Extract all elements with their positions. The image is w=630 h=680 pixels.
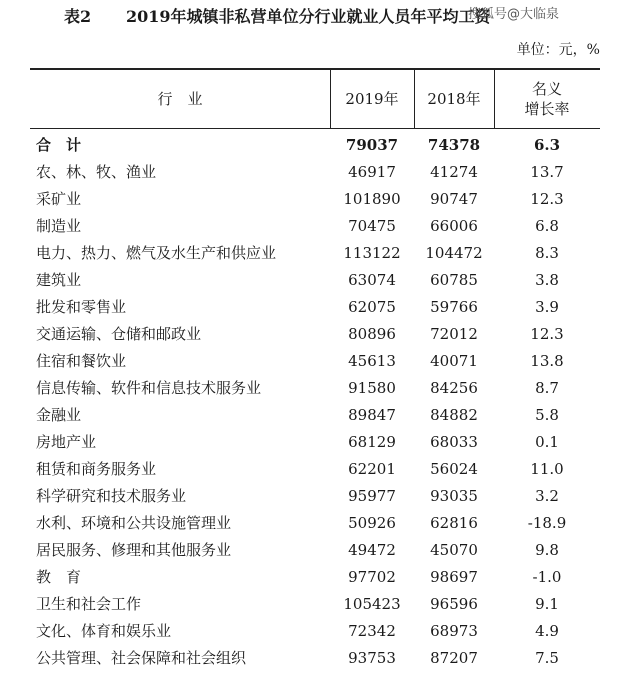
- wage-2019-cell: 113122: [343, 244, 401, 262]
- growth-cell: 12.3: [530, 325, 564, 343]
- wage-2018-cell: 90747: [430, 190, 478, 208]
- growth-cell: 7.5: [535, 649, 559, 667]
- wage-2019-cell: 97702: [348, 568, 396, 586]
- wage-2018-cell: 98697: [430, 568, 478, 586]
- growth-cell: -1.0: [532, 568, 562, 586]
- industry-cell: 合 计: [36, 136, 82, 154]
- table-row: [30, 402, 600, 429]
- wage-2019-cell: 95977: [348, 487, 396, 505]
- table-row: [30, 429, 600, 456]
- table-row: [30, 321, 600, 348]
- wage-2019-cell: 105423: [343, 595, 401, 613]
- table-row: [30, 564, 600, 591]
- table-row: [30, 159, 600, 186]
- wage-2018-cell: 40071: [430, 352, 478, 370]
- wage-2018-cell: 68973: [430, 622, 478, 640]
- header-growth-line2: 增长率: [524, 100, 570, 118]
- table-row: [30, 240, 600, 267]
- wage-2019-cell: 72342: [348, 622, 396, 640]
- industry-cell: 建筑业: [36, 271, 82, 289]
- growth-cell: 8.7: [535, 379, 559, 397]
- growth-cell: 13.8: [530, 352, 564, 370]
- growth-cell: 3.9: [535, 298, 559, 316]
- table-body: [30, 132, 600, 672]
- table-title-text: 2019年城镇非私营单位分行业就业人员年平均工资: [126, 7, 491, 26]
- table-row: [30, 510, 600, 537]
- wage-2018-cell: 59766: [430, 298, 478, 316]
- industry-cell: 房地产业: [36, 433, 97, 451]
- industry-cell: 科学研究和技术服务业: [36, 487, 187, 505]
- industry-cell: 教 育: [36, 568, 82, 586]
- table-row: [30, 375, 600, 402]
- industry-cell: 农、林、牧、渔业: [36, 163, 157, 181]
- industry-cell: 制造业: [36, 217, 82, 235]
- wage-2018-cell: 87207: [430, 649, 478, 667]
- wage-2019-cell: 101890: [343, 190, 401, 208]
- wage-2019-cell: 80896: [348, 325, 396, 343]
- header-industry: 行 业: [157, 90, 203, 108]
- wage-2019-cell: 91580: [348, 379, 396, 397]
- wage-2018-cell: 96596: [430, 595, 478, 613]
- growth-cell: 9.1: [535, 595, 559, 613]
- wage-2018-cell: 74378: [427, 136, 481, 154]
- industry-cell: 居民服务、修理和其他服务业: [36, 541, 232, 559]
- watermark: 搜狐号@大临泉: [468, 7, 560, 22]
- wage-2019-cell: 70475: [348, 217, 396, 235]
- wage-2018-cell: 72012: [430, 325, 478, 343]
- table-row: [30, 483, 600, 510]
- wage-2019-cell: 93753: [348, 649, 396, 667]
- header-2018: 2018年: [427, 90, 481, 108]
- growth-cell: 0.1: [535, 433, 559, 451]
- industry-cell: 批发和零售业: [36, 298, 127, 316]
- wage-2018-cell: 60785: [430, 271, 478, 289]
- industry-cell: 水利、环境和公共设施管理业: [36, 514, 232, 532]
- wage-2018-cell: 68033: [430, 433, 478, 451]
- wage-2019-cell: 68129: [348, 433, 396, 451]
- wage-2018-cell: 93035: [430, 487, 478, 505]
- growth-cell: 4.9: [535, 622, 559, 640]
- unit-label: 单位：元，%: [516, 42, 600, 58]
- growth-cell: 3.2: [535, 487, 559, 505]
- wage-2018-cell: 104472: [425, 244, 483, 262]
- table-row: [30, 213, 600, 240]
- header-growth: [494, 70, 600, 128]
- wage-2019-cell: 46917: [348, 163, 396, 181]
- table-row: [30, 618, 600, 645]
- wage-2018-cell: 84882: [430, 406, 478, 424]
- industry-cell: 公共管理、社会保障和社会组织: [36, 649, 247, 667]
- table-row: [30, 645, 600, 672]
- industry-cell: 卫生和社会工作: [36, 595, 142, 613]
- wage-2019-cell: 89847: [348, 406, 396, 424]
- industry-cell: 电力、热力、燃气及水生产和供应业: [36, 244, 277, 262]
- wage-2019-cell: 62075: [348, 298, 396, 316]
- wage-2018-cell: 62816: [430, 514, 478, 532]
- industry-cell: 租赁和商务服务业: [36, 460, 157, 478]
- growth-cell: 12.3: [530, 190, 564, 208]
- header-growth-line1: 名义: [531, 80, 562, 98]
- wage-2018-cell: 45070: [430, 541, 478, 559]
- table-title: [0, 4, 630, 30]
- industry-cell: 金融业: [36, 406, 82, 424]
- growth-cell: 6.8: [535, 217, 559, 235]
- header-2019: 2019年: [345, 90, 399, 108]
- wage-2019-cell: 50926: [348, 514, 396, 532]
- industry-cell: 住宿和餐饮业: [36, 352, 127, 370]
- wage-2019-cell: 49472: [348, 541, 396, 559]
- table-row-total: [30, 132, 600, 159]
- table-row: [30, 186, 600, 213]
- header-rule: [30, 128, 600, 129]
- wage-2019-cell: 79037: [345, 136, 399, 154]
- growth-cell: 8.3: [535, 244, 559, 262]
- growth-cell: 3.8: [535, 271, 559, 289]
- table-row: [30, 456, 600, 483]
- industry-cell: 文化、体育和娱乐业: [36, 622, 172, 640]
- industry-cell: 采矿业: [36, 190, 82, 208]
- wage-2018-cell: 41274: [430, 163, 478, 181]
- growth-cell: -18.9: [527, 514, 567, 532]
- growth-cell: 6.3: [533, 136, 561, 154]
- table-row: [30, 537, 600, 564]
- wage-2019-cell: 45613: [348, 352, 396, 370]
- table-row: [30, 267, 600, 294]
- wage-2018-cell: 66006: [430, 217, 478, 235]
- wage-2019-cell: 63074: [348, 271, 396, 289]
- growth-cell: 11.0: [530, 460, 564, 478]
- table-row: [30, 348, 600, 375]
- industry-cell: 交通运输、仓储和邮政业: [36, 325, 202, 343]
- wage-2018-cell: 84256: [430, 379, 478, 397]
- table-number: 表2: [64, 7, 92, 26]
- growth-cell: 5.8: [535, 406, 559, 424]
- wage-2018-cell: 56024: [430, 460, 478, 478]
- industry-cell: 信息传输、软件和信息技术服务业: [36, 379, 262, 397]
- table-row: [30, 591, 600, 618]
- growth-cell: 13.7: [530, 163, 564, 181]
- wage-2019-cell: 62201: [348, 460, 396, 478]
- growth-cell: 9.8: [535, 541, 559, 559]
- table-row: [30, 294, 600, 321]
